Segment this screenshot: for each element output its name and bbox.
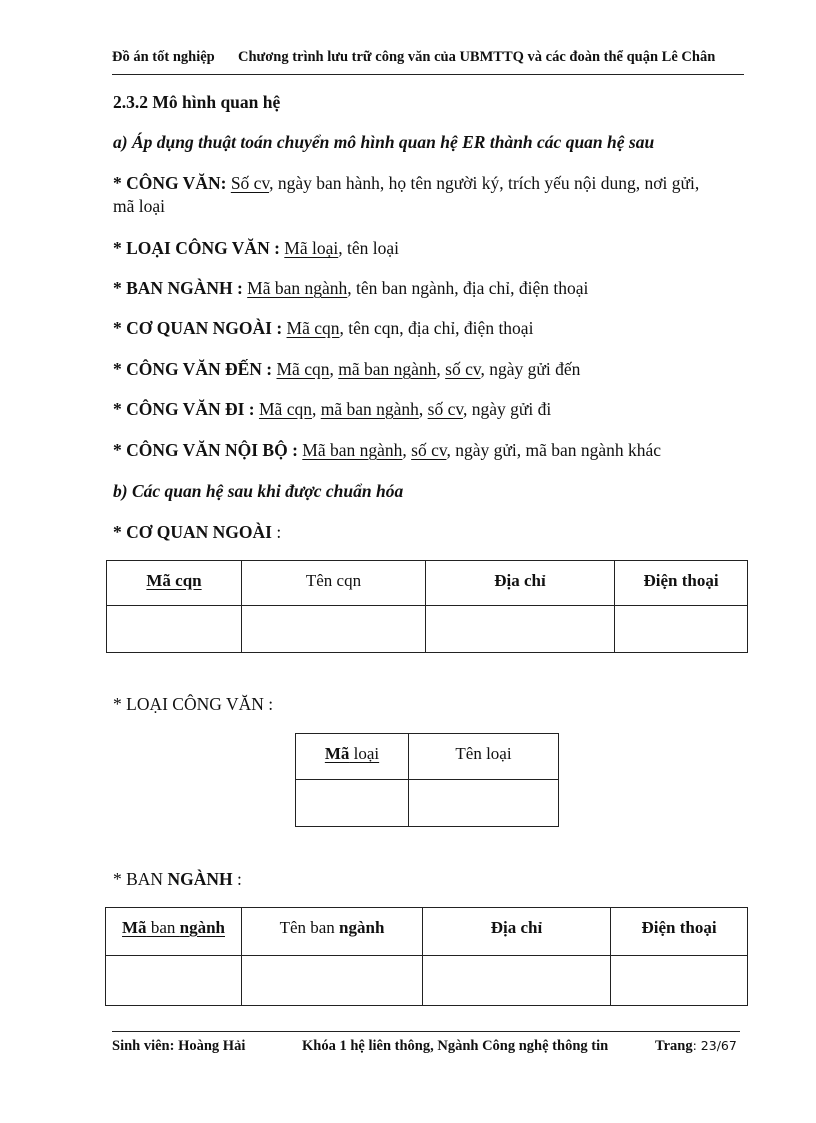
table-ban-nganh xyxy=(105,907,748,1006)
col-ma-ban-nganh: Mã ban ngành xyxy=(106,908,242,956)
relation-cong-van-noi-bo: * CÔNG VĂN NỘI BỘ : Mã ban ngành, số cv, ngày gửi, mã ban ngành khác xyxy=(113,440,662,460)
col-dia-chi: Địa chỉ xyxy=(423,908,611,956)
table-cell xyxy=(242,606,426,653)
table-heading-ban-nganh: * BAN NGÀNH : xyxy=(113,869,242,889)
col-dien-thoai: Điện thoại xyxy=(611,908,748,956)
col-ten-loai: Tên loại xyxy=(409,734,559,780)
col-ma-cqn: Mã cqn xyxy=(107,561,242,606)
col-ten-cqn: Tên cqn xyxy=(242,561,426,606)
relation-cong-van-den: * CÔNG VĂN ĐẾN : Mã cqn, mã ban ngành, số cv, ngày gửi đến xyxy=(113,359,581,379)
header-divider xyxy=(112,74,744,75)
relation-cong-van: * CÔNG VĂN: Số cv, ngày ban hành, họ tên người ký, trích yếu nội dung, nơi gửi, mã loại xyxy=(113,173,700,216)
col-ten-ban-nganh: Tên ban ngành xyxy=(242,908,423,956)
table-loai-cong-van xyxy=(295,733,559,827)
footer-student: Sinh viên: Hoàng Hải xyxy=(112,1038,246,1054)
footer-page: Trang: 23/67 xyxy=(655,1038,737,1054)
table-cell xyxy=(615,606,748,653)
table-cell xyxy=(611,956,748,1006)
footer-course: Khóa 1 hệ liên thông, Ngành Công nghệ thông tin xyxy=(302,1038,609,1054)
header-right: Chương trình lưu trữ công văn của UBMTTQ và các đoàn thể quận Lê Chân xyxy=(238,49,716,65)
table-cell xyxy=(106,956,242,1006)
table-co-quan-ngoai xyxy=(106,560,748,653)
table-cell xyxy=(107,606,242,653)
relation-loai-cong-van: * LOẠI CÔNG VĂN : Mã loại, tên loại xyxy=(113,238,399,258)
section-title: 2.3.2 Mô hình quan hệ xyxy=(113,92,281,112)
header-left: Đồ án tốt nghiệp xyxy=(112,49,215,65)
subsection-a-title: a) Áp dụng thuật toán chuyển mô hình quan hệ ER thành các quan hệ sau xyxy=(113,132,655,152)
relation-co-quan-ngoai: * CƠ QUAN NGOÀI : Mã cqn, tên cqn, địa chỉ, điện thoại xyxy=(113,318,534,338)
table-cell xyxy=(423,956,611,1006)
col-ma-loai: Mã loại xyxy=(296,734,409,780)
relation-ban-nganh: * BAN NGÀNH : Mã ban ngành, tên ban ngành, địa chỉ, điện thoại xyxy=(113,278,589,298)
relation-cong-van-di: * CÔNG VĂN ĐI : Mã cqn, mã ban ngành, số cv, ngày gửi đi xyxy=(113,399,552,419)
table-heading-co-quan-ngoai: * CƠ QUAN NGOÀI : xyxy=(113,522,282,542)
page-number: 23/67 xyxy=(700,1038,737,1053)
table-cell xyxy=(296,780,409,827)
table-heading-loai-cong-van: * LOẠI CÔNG VĂN : xyxy=(113,694,274,714)
table-cell xyxy=(409,780,559,827)
table-cell xyxy=(242,956,423,1006)
col-dia-chi: Địa chỉ xyxy=(426,561,615,606)
footer-divider xyxy=(112,1031,740,1032)
subsection-b-title: b) Các quan hệ sau khi được chuẩn hóa xyxy=(113,481,404,501)
table-cell xyxy=(426,606,615,653)
col-dien-thoai: Điện thoại xyxy=(615,561,748,606)
running-header xyxy=(112,49,742,66)
